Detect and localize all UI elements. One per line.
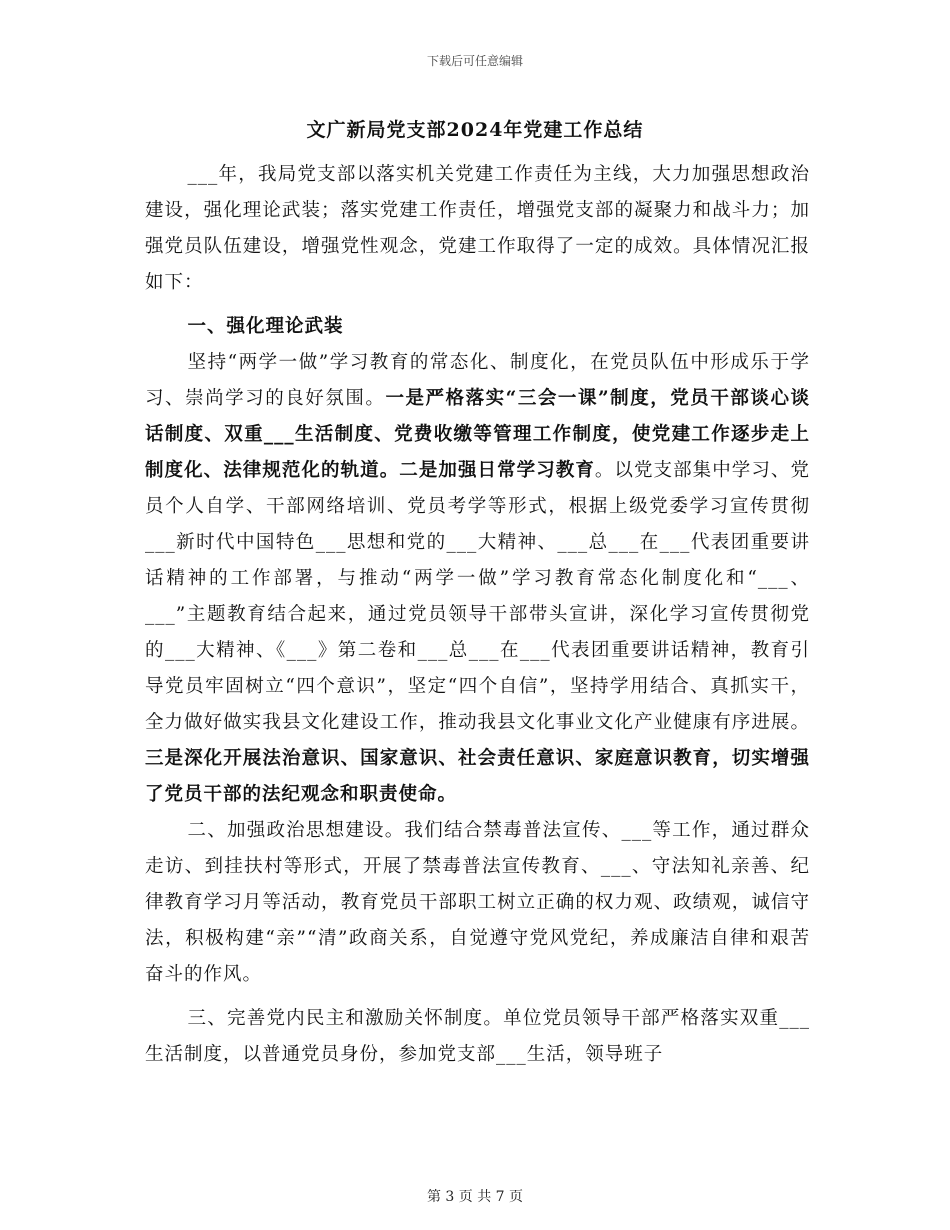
document-title: 文广新局党支部2024年党建工作总结 xyxy=(306,119,644,141)
section-1-bold-b: 一是严格落实“三会一课”制度，党员干部谈心谈话制度、双重___生活制度、党费收缴等管理工作制度，使党建工作逐步走上制度化、法律规范化的轨道。二是加强日常学习教育 xyxy=(145,388,810,481)
section-1-heading: 一、强化理论武装 xyxy=(187,316,344,337)
section-3-paragraph: 三、完善党内民主和激励关怀制度。单位党员领导干部严格落实双重___生活制度，以普通党员身份，参加党支部___生活，领导班子 xyxy=(145,1008,810,1065)
page-number: 第 3 页 共 7 页 xyxy=(426,1189,524,1205)
document-body xyxy=(145,157,810,1073)
page-header-note: 下载后可任意编辑 xyxy=(426,54,523,68)
section-1-paragraph xyxy=(145,345,810,813)
section-1-bold-d: 三是深化开展法治意识、国家意识、社会责任意识、家庭意识教育，切实增强了党员干部的法纪观念和职责使命。 xyxy=(145,748,810,805)
section-2-paragraph: 二、加强政治思想建设。我们结合禁毒普法宣传、___等工作，通过群众走访、到挂扶村等形式，开展了禁毒普法宣传教育、___、守法知礼亲善、纪律教育学习月等活动，教育党员干部职工树立正确的权力观、政绩观，诚信守法，积极构建“亲”“清”政商关系，自觉遵守党风党纪，养成廉洁自律和艰苦奋斗的作风。 xyxy=(145,820,810,985)
section-1-text-a: 坚持“两学一做”学习教育的常态化、制度化，在党员队伍中形成乐于学习、崇尚学习的良好氛围。 xyxy=(145,352,810,409)
intro-paragraph: ___年，我局党支部以落实机关党建工作责任为主线，大力加强思想政治建设，强化理论武装；落实党建工作责任，增强党支部的凝聚力和战斗力；加强党员队伍建设，增强党性观念，党建工作取得了一定的成效。具体情况汇报如下： xyxy=(145,164,810,293)
section-1-text-c: 。以党支部集中学习、党员个人自学、干部网络培训、党员考学等形式，根据上级党委学习宣传贯彻___新时代中国特色___思想和党的___大精神、___总___在___代表团重要讲话精神的工作部署，与推动“两学一做”学习教育常态化制度化和“___、___”主题教育结合起来，通过党员领导干部带头宣讲，深化学习宣传贯彻党的___大精神、《___》第二卷和___总___在___代表团重要讲话精神，教育引导党员牢固树立“四个意识”，坚定“四个自信”，坚持学用结合、真抓实干，全力做好做实我县文化建设工作，推动我县文化事业文化产业健康有序进展。 xyxy=(145,460,810,733)
